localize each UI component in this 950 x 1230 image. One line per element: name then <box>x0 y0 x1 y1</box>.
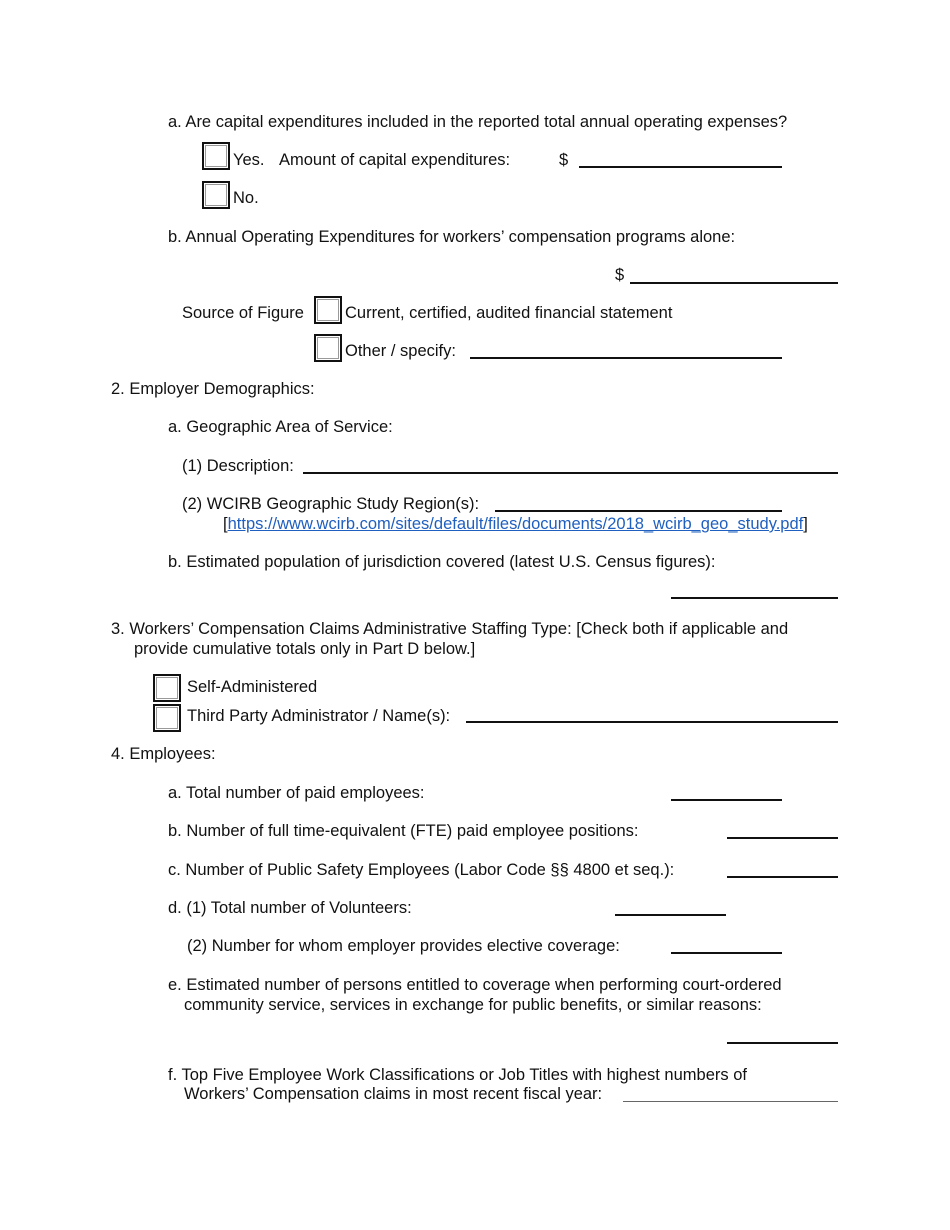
other-specify-label: Other / specify: <box>345 342 456 360</box>
source-of-figure-label: Source of Figure <box>182 304 304 322</box>
elective-coverage-label: (2) Number for whom employer provides elective coverage: <box>187 937 620 955</box>
court-ordered-coverage-label-line2: community service, services in exchange for public benefits, or similar reasons: <box>184 996 762 1014</box>
court-ordered-coverage-field[interactable] <box>727 1042 838 1044</box>
paid-employees-label: a. Total number of paid employees: <box>168 784 425 802</box>
capital-expenditures-no-checkbox[interactable] <box>202 181 230 209</box>
capital-amount-dollar-sign: $ <box>559 151 569 169</box>
bracket-close: ] <box>803 515 808 533</box>
total-volunteers-field[interactable] <box>615 914 726 916</box>
estimated-population-label: b. Estimated population of jurisdiction covered (latest U.S. Census figures): <box>168 553 716 571</box>
staffing-type-heading-line2: provide cumulative totals only in Part D below.] <box>134 640 476 658</box>
paid-employees-field[interactable] <box>671 799 782 801</box>
court-ordered-coverage-label-line1: e. Estimated number of persons entitled to coverage when performing court-ordered <box>168 976 782 994</box>
capital-amount-field[interactable] <box>579 166 782 168</box>
yes-label: Yes. <box>233 151 265 169</box>
wcirb-geo-study-link[interactable]: https://www.wcirb.com/sites/default/files/documents/2018_wcirb_geo_study.pdf <box>227 515 804 533</box>
financial-statement-label: Current, certified, audited financial statement <box>345 304 673 322</box>
public-safety-employees-field[interactable] <box>727 876 838 878</box>
top-five-classifications-field[interactable] <box>623 1101 838 1102</box>
elective-coverage-field[interactable] <box>671 952 782 954</box>
wcirb-region-field[interactable] <box>495 510 782 512</box>
top-five-classifications-label-line1: f. Top Five Employee Work Classifications or Job Titles with highest numbers of <box>168 1066 747 1084</box>
employees-heading: 4. Employees: <box>111 745 216 763</box>
staffing-type-heading-line1: 3. Workers’ Compensation Claims Administrative Staffing Type: [Check both if applicable and <box>111 620 789 638</box>
employer-demographics-heading: 2. Employer Demographics: <box>111 380 315 398</box>
capital-expenditures-question: a. Are capital expenditures included in the reported total annual operating expenses? <box>168 113 788 131</box>
no-label: No. <box>233 189 259 207</box>
fte-positions-label: b. Number of full time-equivalent (FTE) paid employee positions: <box>168 822 639 840</box>
capital-amount-label: Amount of capital expenditures: <box>279 151 511 169</box>
third-party-administrator-name-field[interactable] <box>466 721 838 723</box>
top-five-classifications-label-line2: Workers’ Compensation claims in most recent fiscal year: <box>184 1085 603 1103</box>
self-administered-checkbox[interactable] <box>153 674 181 702</box>
fte-positions-field[interactable] <box>727 837 838 839</box>
description-field[interactable] <box>303 472 838 474</box>
annual-operating-expenditures-question: b. Annual Operating Expenditures for workers’ compensation programs alone: <box>168 228 736 246</box>
operating-expenditures-dollar-sign: $ <box>615 266 625 284</box>
wcirb-region-label: (2) WCIRB Geographic Study Region(s): <box>182 495 480 513</box>
third-party-administrator-checkbox[interactable] <box>153 704 181 732</box>
third-party-administrator-label: Third Party Administrator / Name(s): <box>187 707 451 725</box>
bracket-open: [ <box>223 515 228 533</box>
description-label: (1) Description: <box>182 457 294 475</box>
estimated-population-field[interactable] <box>671 597 838 599</box>
wcirb-study-link-line <box>223 514 808 534</box>
operating-expenditures-field[interactable] <box>630 282 838 284</box>
capital-expenditures-yes-checkbox[interactable] <box>202 142 230 170</box>
geographic-area-label: a. Geographic Area of Service: <box>168 418 393 436</box>
public-safety-employees-label: c. Number of Public Safety Employees (Labor Code §§ 4800 et seq.): <box>168 861 675 879</box>
financial-statement-checkbox[interactable] <box>314 296 342 324</box>
total-volunteers-label: d. (1) Total number of Volunteers: <box>168 899 412 917</box>
other-specify-checkbox[interactable] <box>314 334 342 362</box>
other-specify-field[interactable] <box>470 357 782 359</box>
self-administered-label: Self-Administered <box>187 678 318 696</box>
